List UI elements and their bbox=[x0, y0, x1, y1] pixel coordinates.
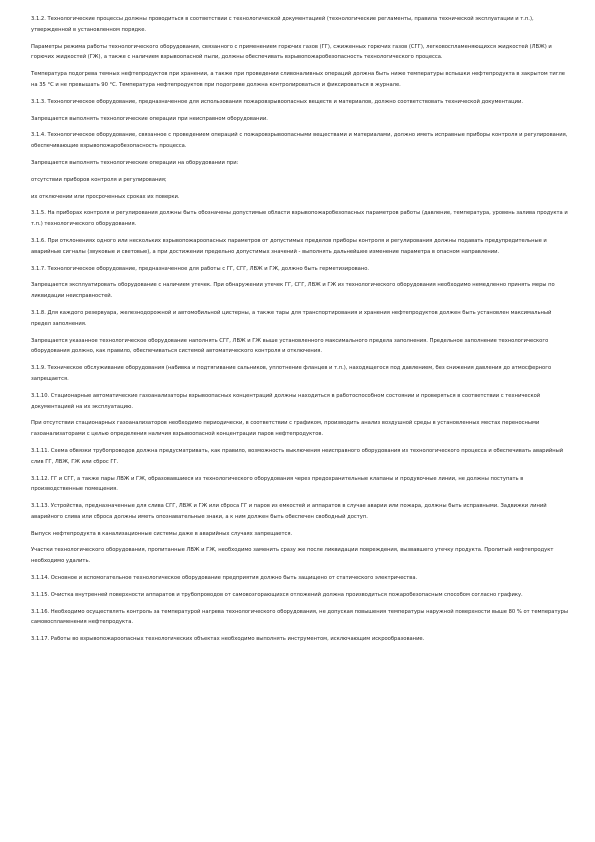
paragraph: 3.1.7. Технологическое оборудование, предназначенное для работы с ГГ, СГГ, ЛВЖ и ГЖ, должно быть герметизировано. bbox=[31, 265, 370, 272]
paragraph: 3.1.9. Техническое обслуживание оборудования (набивка и подтягивание сальников, уплотнение фланцев и т.п.), находящегося под давлением, без снижения давления до атмосферного запрещается. bbox=[31, 365, 552, 382]
paragraph: При отсутствии стационарных газоанализаторов необходимо периодически, в соответствии с графиком, производить анализ воздушной среды в установленных местах переносными газоанализаторами с целью определения наличия взрывоопасной концентрации паров нефтепродуктов. bbox=[31, 420, 540, 438]
paragraph: 3.1.4. Технологическое оборудование, связанное с проведением операций с пожаровзрывоопасными веществами и материалами, должно иметь исправные приборы контроля и регулирования, обеспечивающие взрывопожаробезопасность процесса. bbox=[31, 132, 568, 150]
paragraph: 3.1.3. Технологическое оборудование, предназначенное для использования пожаровзрывоопасных веществ и материалов, должно соответствовать технической документации. bbox=[31, 98, 524, 105]
paragraph: Параметры режима работы технологического оборудования, связанного с применением горючих газов (ГГ), сжиженных горючих газов (СГГ), легковоспламеняющихся жидкостей (ЛВЖ) и горючих жидкостей (ГЖ), а также с наличием взрывоопасной пыли, должны обеспечивать взрывопожаробезопасность технологического процесса. bbox=[31, 43, 552, 61]
paragraph: 3.1.15. Очистка внутренней поверхности аппаратов и трубопроводов от самовозгорающихся отложений должна производиться пожаробезопасным способом согласно графику. bbox=[31, 591, 523, 598]
paragraph: 3.1.5. На приборах контроля и регулирования должны быть обозначены допустимые области взрывопожаробезопасных параметров работы (давление, температура, уровень залива продукта и т.п.) технологического оборудования. bbox=[31, 210, 568, 228]
paragraph: 3.1.2. Технологические процессы должны проводиться в соответствии с технологической документацией (технологические регламенты, правила технической эксплуатации и т.п.), утвержденной в установленном порядке. bbox=[31, 16, 534, 33]
paragraph: Запрещается эксплуатировать оборудование с наличием утечек. При обнаружении утечек ГГ, СГГ, ЛВЖ и ГЖ из технологического оборудования необходимо немедленно принять меры по ликвидации неисправностей. bbox=[31, 282, 555, 300]
paragraph: 3.1.12. ГГ и СГГ, а также пары ЛВЖ и ГЖ, образовавшиеся из технологического оборудования через предохранительные клапаны и продувочные линии, не должны поступать в производственные помещения. bbox=[31, 475, 524, 493]
paragraph: 3.1.17. Работы во взрывопожароопасных технологических объектах необходимо выполнять инструментом, исключающим искрообразование. bbox=[31, 636, 425, 643]
paragraph: 3.1.11. Схема обвязки трубопроводов должна предусматривать, как правило, возможность выключения неисправного оборудования из технологического процесса и обеспечивать аварийный слив ГГ, ЛВЖ, ГЖ или сброс ГГ. bbox=[31, 447, 564, 465]
paragraph: Выпуск нефтепродукта в канализационные системы даже в аварийных случаях запрещается. bbox=[31, 530, 293, 537]
paragraph: Запрещается выполнять технологические операции на оборудовании при: bbox=[31, 159, 239, 166]
paragraph: Температура подогрева темных нефтепродуктов при хранении, а также при проведении сливоналивных операций должна быть ниже температуры вспышки нефтепродукта в закрытом тигле на 35 °С и не превышать 90 °С. Температура нефтепродуктов при подогреве должна контролироваться и фиксироваться в журнале. bbox=[31, 71, 565, 88]
paragraph: Участки технологического оборудования, пропитанные ЛВЖ и ГЖ, необходимо заменить сразу же после ликвидации повреждения, вызвавшего утечку продукта. Пролитый нефтепродукт необходимо удалить. bbox=[31, 547, 554, 565]
paragraph: 3.1.10. Стационарные автоматические газоанализаторы взрывоопасных концентраций должны находиться в работоспособном состоянии и проверяться в соответствии с технической документацией на их эксплуатацию. bbox=[31, 392, 541, 410]
paragraph: 3.1.13. Устройства, предназначенные для слива СГГ, ЛВЖ и ГЖ или сброса ГГ и паров из емкостей и аппаратов в случае аварии или пожара, должны быть исправными. Задвижки линий аварийного слива или сброса должны иметь опознавательные знаки, а к ним должен быть обеспечен свободный доступ. bbox=[31, 503, 547, 520]
paragraph: 3.1.14. Основное и вспомогательное технологическое оборудование предприятия должно быть защищено от статического электричества. bbox=[31, 575, 418, 582]
paragraph: Запрещается выполнять технологические операции при неисправном оборудовании. bbox=[31, 115, 268, 122]
paragraph: Запрещается указанное технологическое оборудование наполнять СГГ, ЛВЖ и ГЖ выше установленного максимального предела заполнения. Предельное заполнение технологического оборудования должно, как правило, обеспечиваться системой автоматического контроля и отключения. bbox=[31, 337, 549, 355]
paragraph: их отключении или просроченных сроках их поверки. bbox=[31, 193, 180, 200]
paragraph: 3.1.16. Необходимо осуществлять контроль за температурой нагрева технологического оборудования, не допуская повышения температуры наружной поверхности выше 80 % от температуры самовоспламенения нефтепродукта. bbox=[31, 608, 568, 626]
paragraph: 3.1.6. При отклонениях одного или нескольких взрывопожароопасных параметров от допустимых пределов приборы контроля и регулирования должны подавать предупредительные и аварийные сигналы (звуковые и световые), а при достижении предельно допустимых значений - выполнять дальнейшее изменение параметра в опасном направлении. bbox=[31, 237, 547, 255]
paragraph: 3.1.8. Для каждого резервуара, железнодорожной и автомобильной цистерны, а также тары для транспортирования и хранения нефтепродуктов должен быть установлен максимальный предел заполнения. bbox=[31, 309, 552, 327]
paragraph: отсутствии приборов контроля и регулирования; bbox=[31, 176, 167, 183]
